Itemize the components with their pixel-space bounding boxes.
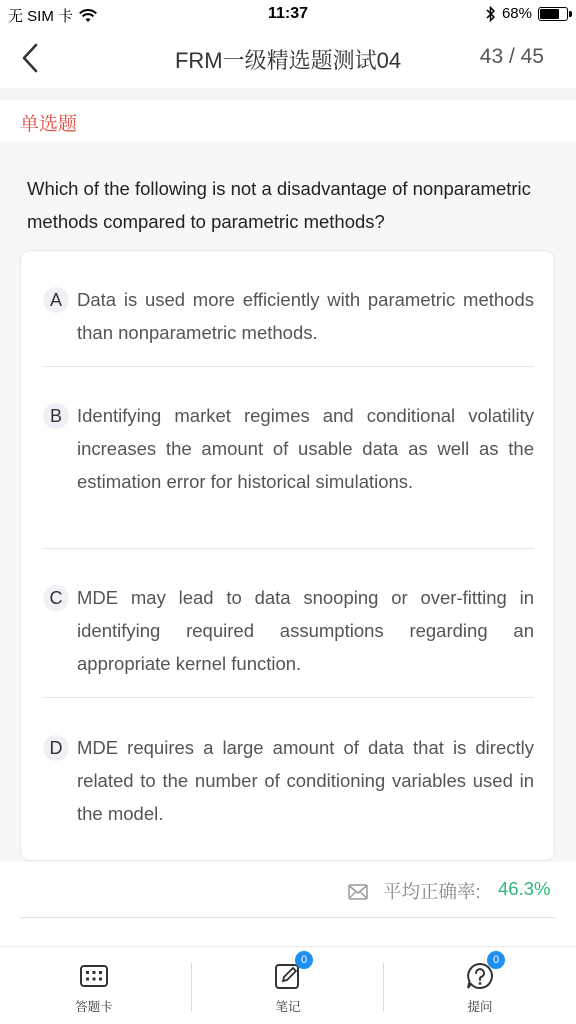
option-letter: A <box>43 287 69 313</box>
answer-card-icon <box>79 961 109 991</box>
carrier-label: 无 SIM 卡 <box>8 8 74 25</box>
option-divider <box>43 366 534 367</box>
question-type-label: 单选题 <box>20 114 78 135</box>
accuracy-value: 46.3% <box>498 878 551 899</box>
nav-bar <box>0 28 576 88</box>
question-area <box>0 142 576 862</box>
tab-bar <box>0 946 576 1024</box>
top-separator <box>0 88 576 100</box>
tab-divider <box>383 963 384 1011</box>
ask-badge: 0 <box>487 951 505 969</box>
bluetooth-icon <box>486 6 496 22</box>
tab-notes[interactable] <box>238 955 338 1015</box>
question-text: Which of the following is not a disadvantage of nonparametric methods compared to parametric methods? <box>27 178 531 232</box>
option-letter: C <box>43 585 69 611</box>
tab-answer-card[interactable] <box>44 955 144 1015</box>
option-divider <box>43 697 534 698</box>
clock: 11:37 <box>267 5 309 22</box>
tab-ask[interactable] <box>430 955 530 1015</box>
battery-percent: 68% <box>501 5 532 22</box>
tab-label: 笔记 <box>275 1000 301 1014</box>
option-letter: D <box>43 735 69 761</box>
options-card <box>20 250 555 861</box>
status-bar <box>0 0 576 28</box>
option-text: Data is used more efficiently with parametric methods than nonparametric methods. <box>77 289 534 343</box>
page-title: FRM一级精选题测试04 <box>174 48 402 73</box>
tab-label: 答题卡 <box>75 1000 113 1014</box>
mail-icon <box>348 884 368 900</box>
option-text: MDE may lead to data snooping or over-fitting in identifying required assumptions regarding an appropriate kernel function. <box>77 587 534 674</box>
battery-icon <box>538 7 568 21</box>
battery-fill <box>540 9 559 19</box>
status-right <box>486 5 568 22</box>
option-text: MDE requires a large amount of data that is directly related to the number of conditioning variables used in the model. <box>77 737 534 824</box>
section-divider <box>20 917 555 918</box>
accuracy-label: 平均正确率: <box>383 881 481 902</box>
question-type-row <box>0 100 576 142</box>
option-divider <box>43 548 534 549</box>
option-letter: B <box>43 403 69 429</box>
option-text: Identifying market regimes and conditional volatility increases the amount of usable data as well as the estimation error for historical simulations. <box>77 405 534 492</box>
accuracy-row <box>0 862 576 917</box>
tab-label: 提问 <box>467 1000 493 1014</box>
notes-badge: 0 <box>295 951 313 969</box>
tab-divider <box>191 963 192 1011</box>
question-counter: 43 / 45 <box>479 45 544 68</box>
